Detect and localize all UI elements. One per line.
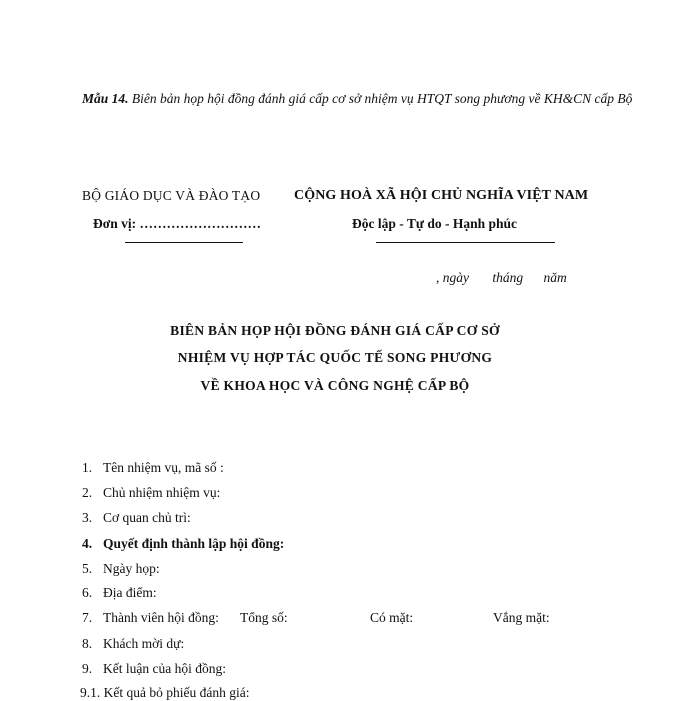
item-number: 3. — [82, 510, 93, 525]
form-caption — [82, 90, 642, 108]
item-number: 9. — [82, 661, 93, 676]
item-number: 4. — [82, 536, 93, 551]
item-number: 6. — [82, 585, 93, 600]
item-number: 8. — [82, 636, 93, 651]
national-motto: Độc lập - Tự do - Hạnh phúc — [352, 216, 518, 231]
item-label: Tên nhiệm vụ, mã số : — [103, 460, 224, 475]
unit-underline — [125, 242, 243, 243]
form-description: Biên bản họp hội đồng đánh giá cấp cơ sở nhiệm vụ HTQT song phương về KH&CN cấp Bộ — [128, 91, 633, 106]
item-label: Khách mời dự: — [103, 636, 185, 651]
document-title-line-2: NHIỆM VỤ HỢP TÁC QUỐC TẾ SONG PHƯƠNG — [177, 350, 493, 365]
list-item — [82, 585, 157, 601]
item-label: Ngày họp: — [103, 561, 160, 576]
item-number: 7. — [82, 610, 93, 625]
item-label: Quyết định thành lập hội đồng: — [103, 536, 285, 551]
item-number: 2. — [82, 485, 93, 500]
list-item — [82, 636, 184, 652]
item-label: Kết luận của hội đồng: — [103, 661, 226, 676]
date-day-label: , ngày — [436, 270, 469, 285]
document-title-line-1: BIÊN BẢN HỌP HỘI ĐỒNG ĐÁNH GIÁ CẤP CƠ SỞ — [170, 323, 500, 338]
list-item — [82, 536, 284, 552]
list-item — [82, 561, 160, 577]
item-number: 5. — [82, 561, 93, 576]
item-label: Cơ quan chủ trì: — [103, 510, 191, 525]
list-item — [82, 510, 191, 526]
date-year-label: năm — [543, 270, 567, 285]
item-label: Kết quả bỏ phiếu đánh giá: — [103, 685, 250, 700]
date-line — [436, 270, 567, 286]
item-number: 1. — [82, 460, 93, 475]
date-month-label: tháng — [492, 270, 524, 285]
republic-name: CỘNG HOÀ XÃ HỘI CHỦ NGHĨA VIỆT NAM — [294, 188, 589, 203]
motto-underline — [376, 242, 555, 243]
members-present-label: Có mặt: — [370, 610, 414, 625]
item-number: 9.1. — [80, 685, 101, 700]
list-item — [82, 661, 226, 677]
list-item-members — [82, 610, 582, 628]
list-item — [82, 485, 220, 501]
members-absent-label: Vắng mặt: — [493, 610, 550, 625]
form-number: Mẫu 14. — [82, 91, 129, 106]
unit-field: Đơn vị: ……………………… — [93, 216, 261, 231]
ministry-name: BỘ GIÁO DỤC VÀ ĐÀO TẠO — [82, 188, 261, 203]
item-label: Chủ nhiệm nhiệm vụ: — [103, 485, 221, 500]
document-title-line-3: VỀ KHOA HỌC VÀ CÔNG NGHỆ CẤP BỘ — [200, 378, 470, 393]
members-total-label: Tổng số: — [240, 610, 288, 625]
list-item — [80, 685, 249, 701]
list-item — [82, 460, 224, 476]
item-label: Thành viên hội đồng: — [103, 610, 219, 625]
item-label: Địa điểm: — [103, 585, 157, 600]
